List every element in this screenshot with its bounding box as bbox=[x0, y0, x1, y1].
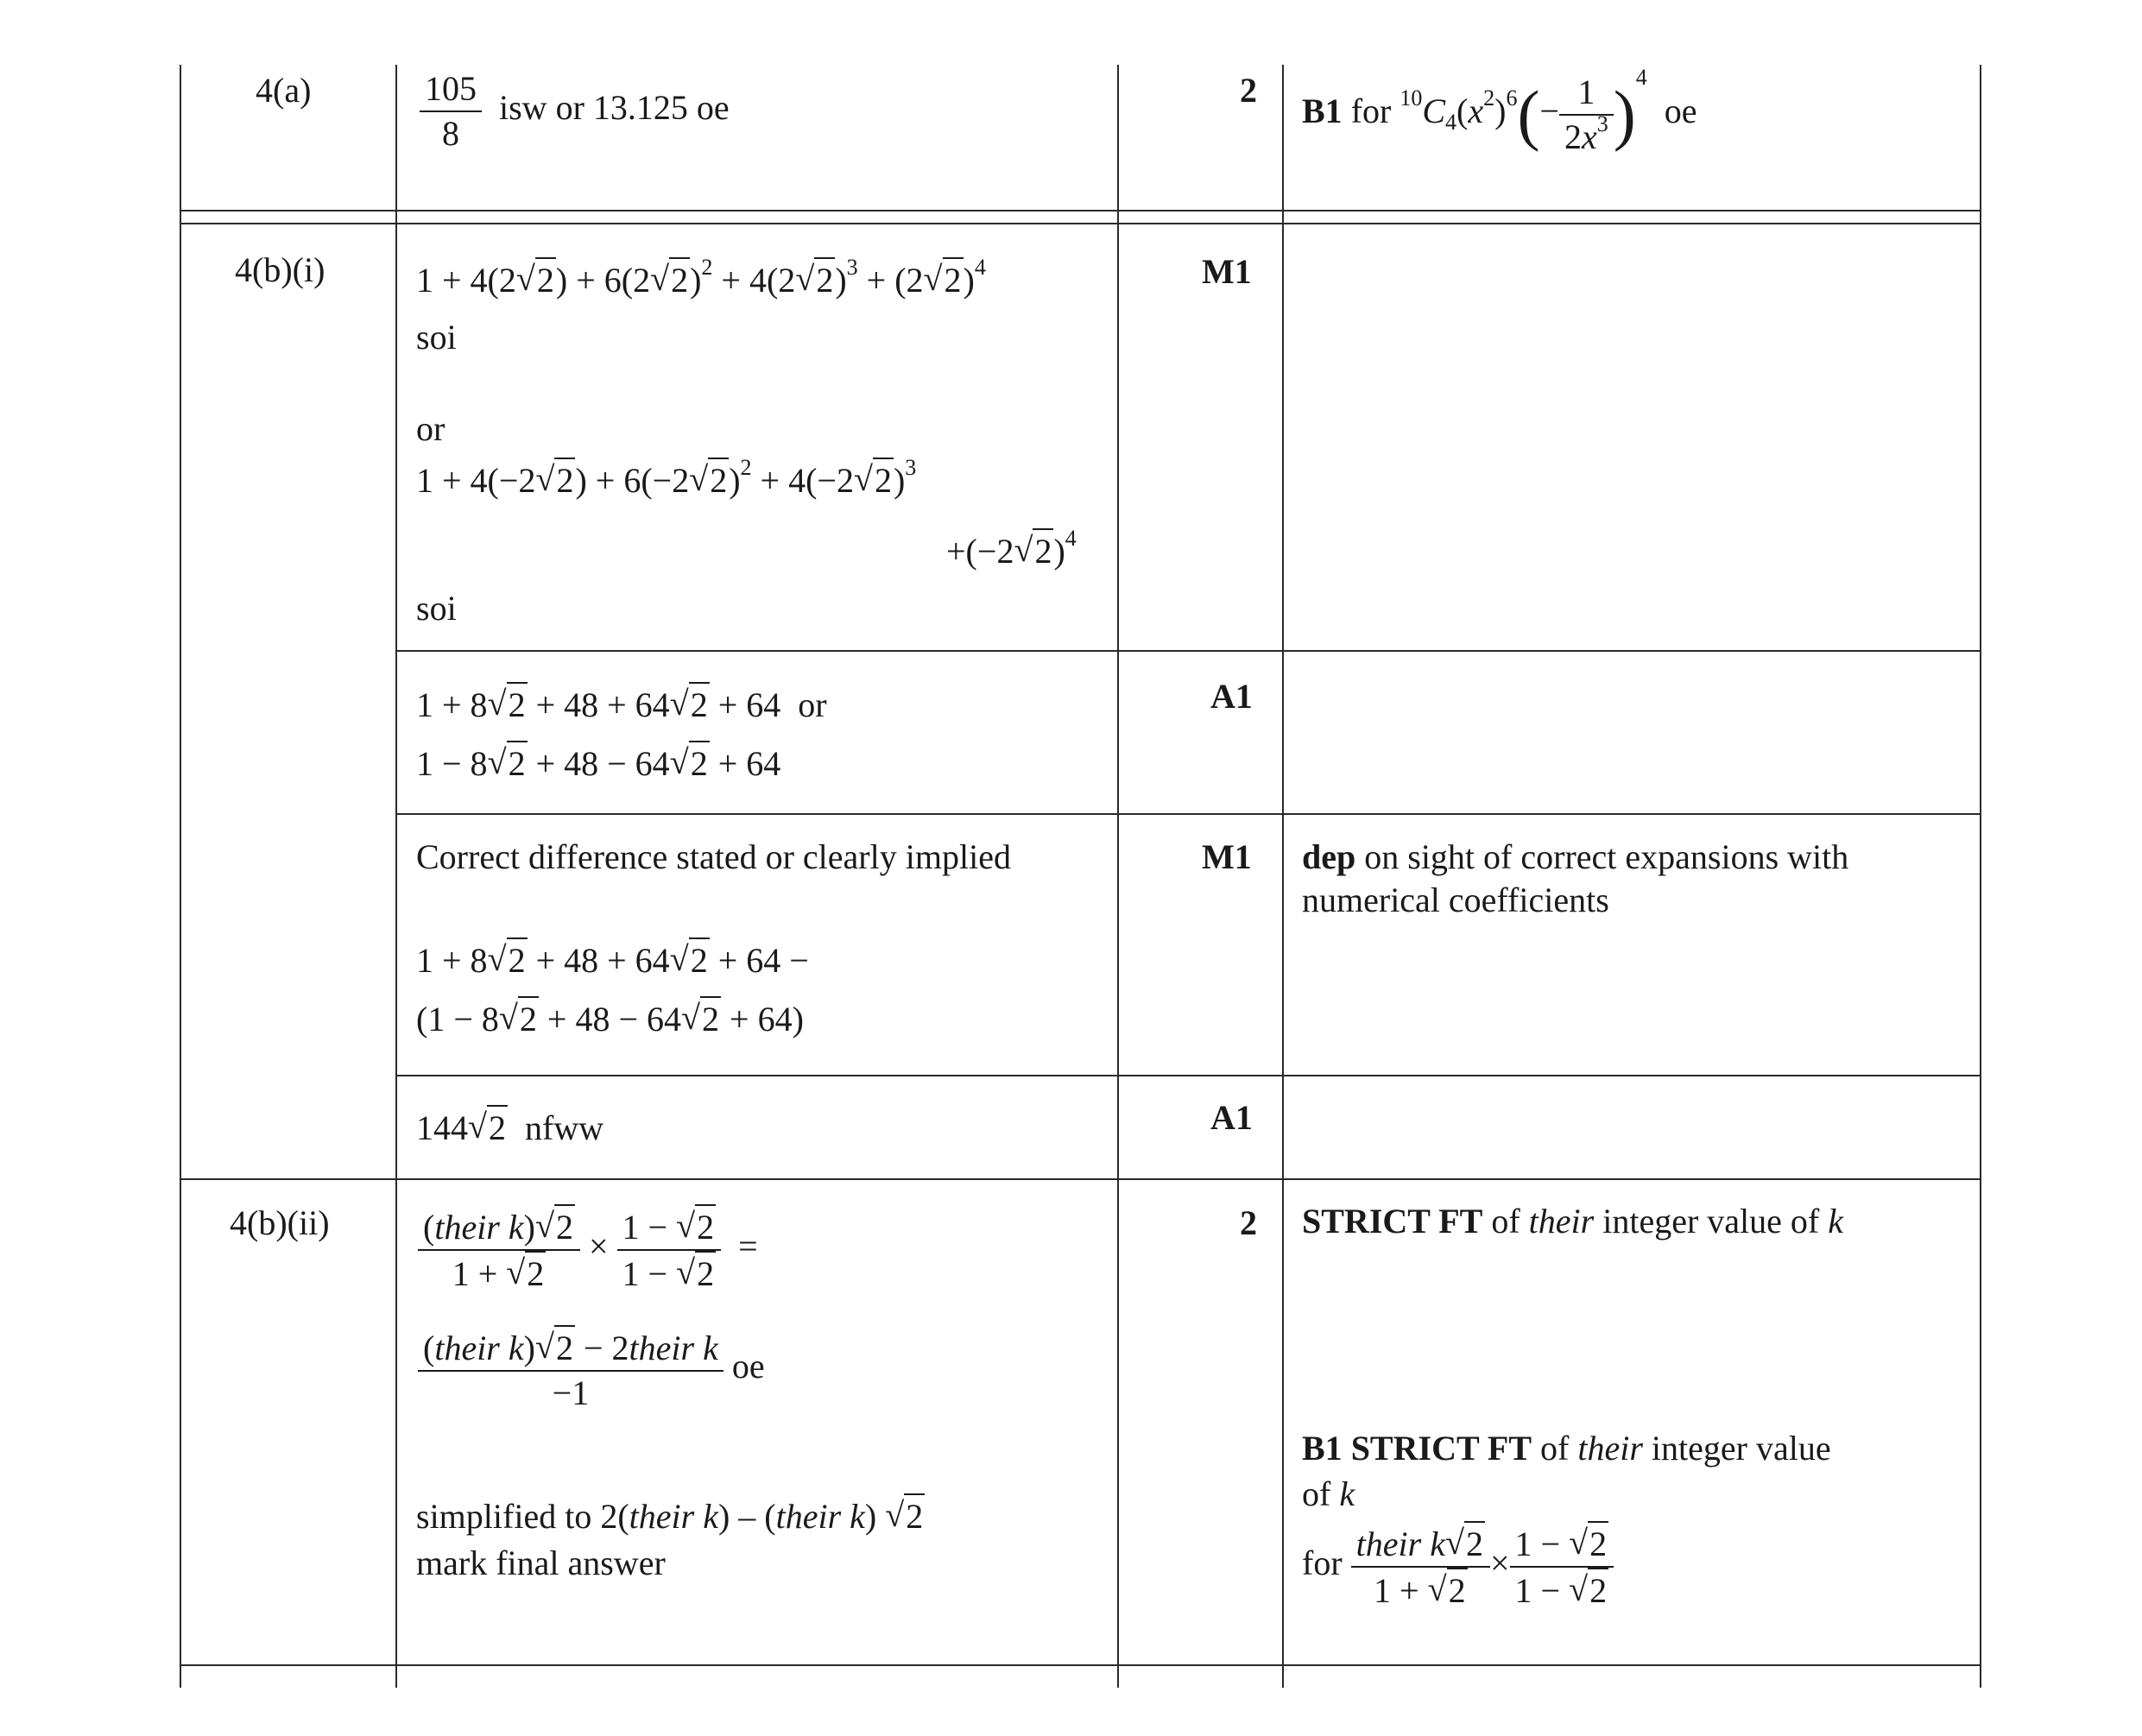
rationalise-expression: $\frac{\text{(their k)√ 2}}{1 + √ 2}$ × $\frac{1 - √ 2}{1 - √ 2}$ = bbox=[418, 1204, 758, 1296]
row-divider-4a-bottom bbox=[180, 223, 1981, 224]
mark-code-a1: A1 bbox=[1210, 1098, 1253, 1137]
fraction-numerator: 105 bbox=[420, 67, 482, 112]
guidance-b1-strict-ft: B1 STRICT FT of their integer value bbox=[1302, 1429, 1831, 1468]
rationalised-result: $\frac{\text{(their k)√ 2 − 2their k}}{-1}$ oe bbox=[418, 1325, 765, 1415]
expansion-positive: 1 + 4(2√ 2) + 6(2√ 2)$^2$ + 4(2√ 2)$^3$ + (2√ 2)$^4$ bbox=[416, 257, 986, 302]
answer-4a bbox=[420, 67, 730, 155]
guidance-of-k: of k bbox=[1302, 1474, 1355, 1513]
guidance-dep bbox=[1302, 836, 1958, 922]
expansion-negative: 1 + 4(−2√ 2) + 6(−2√ 2)$^2$ + 4(−2√ 2)$^3$ bbox=[416, 458, 916, 502]
soi-label: soi bbox=[416, 318, 457, 357]
col-divider-1 bbox=[395, 65, 397, 1688]
or-label: or bbox=[416, 409, 445, 448]
row-divider-4bi-1 bbox=[395, 650, 1981, 652]
mark-code-a1: A1 bbox=[1210, 677, 1253, 716]
simplified-text: simplified to 2(their k) – (their k) √ 2 bbox=[416, 1493, 925, 1538]
mark-code-b1: B1 bbox=[1302, 92, 1343, 131]
question-number: 4(a) bbox=[256, 71, 312, 110]
mark-code-m1: M1 bbox=[1202, 252, 1252, 291]
guidance-strict-ft: STRICT FT of their integer value of k bbox=[1302, 1202, 1843, 1240]
guidance-oe-label: oe bbox=[1664, 92, 1697, 131]
or-label: or bbox=[798, 685, 827, 724]
mark-code-m1: M1 bbox=[1202, 837, 1252, 876]
dep-guidance-text: on sight of correct expansions with numerical coefficients bbox=[1302, 837, 1849, 919]
row-divider-bottom bbox=[180, 1664, 1981, 1666]
difference-description: Correct difference stated or clearly implied bbox=[416, 837, 1011, 876]
row-divider-4bi-2 bbox=[395, 813, 1981, 815]
fraction-denominator: 8 bbox=[442, 114, 459, 153]
row-divider-4bii bbox=[180, 1178, 1981, 1180]
marks-4a: 2 bbox=[1240, 71, 1257, 110]
row-divider-4bi-3 bbox=[395, 1075, 1981, 1076]
difference-line-1: 1 + 8√ 2 + 48 + 64√ 2 + 64 − bbox=[416, 937, 809, 982]
table-border-left bbox=[180, 65, 181, 1688]
question-number: 4(b)(ii) bbox=[230, 1203, 330, 1242]
answer-fraction bbox=[420, 67, 482, 155]
guidance-for-label: for bbox=[1350, 92, 1392, 131]
numeric-expansion-negative: 1 − 8√ 2 + 48 − 64√ 2 + 64 bbox=[416, 741, 780, 786]
numeric-expansion-positive: 1 + 8√ 2 + 48 + 64√ 2 + 64 or bbox=[416, 682, 827, 727]
difference-line-2: (1 − 8√ 2 + 48 − 64√ 2 + 64) bbox=[416, 996, 804, 1041]
expansion-negative-last-term: +(−2√ 2)$^4$ bbox=[946, 528, 1077, 573]
mark-final-answer: mark final answer bbox=[416, 1543, 666, 1582]
question-number: 4(b)(i) bbox=[235, 250, 325, 289]
row-divider-4a-top bbox=[180, 210, 1981, 211]
oe-label: oe bbox=[731, 1347, 765, 1386]
dep-label: dep bbox=[1302, 837, 1356, 876]
table-border-right bbox=[1980, 65, 1981, 1688]
binomial-term: $^{10}C_4(x^2)^6(-$ $\frac{1}{2x^3}$ )$^4$ bbox=[1400, 65, 1647, 156]
marks-4bii: 2 bbox=[1240, 1203, 1257, 1242]
guidance-for-expression: for $\frac{\text{their k√ 2}}{1 + √ 2}$ × $\frac{1 - √ 2}{1 - √ 2}$ bbox=[1302, 1521, 1614, 1613]
soi-label: soi bbox=[416, 589, 457, 628]
final-answer-4bi: 144√ 2 nfww bbox=[416, 1105, 603, 1150]
answer-tail: isw or 13.125 oe bbox=[499, 88, 730, 128]
col-divider-2 bbox=[1117, 65, 1119, 1688]
nfww-label: nfww bbox=[525, 1108, 604, 1147]
guidance-4a bbox=[1302, 65, 1697, 159]
col-divider-3 bbox=[1282, 65, 1284, 1688]
